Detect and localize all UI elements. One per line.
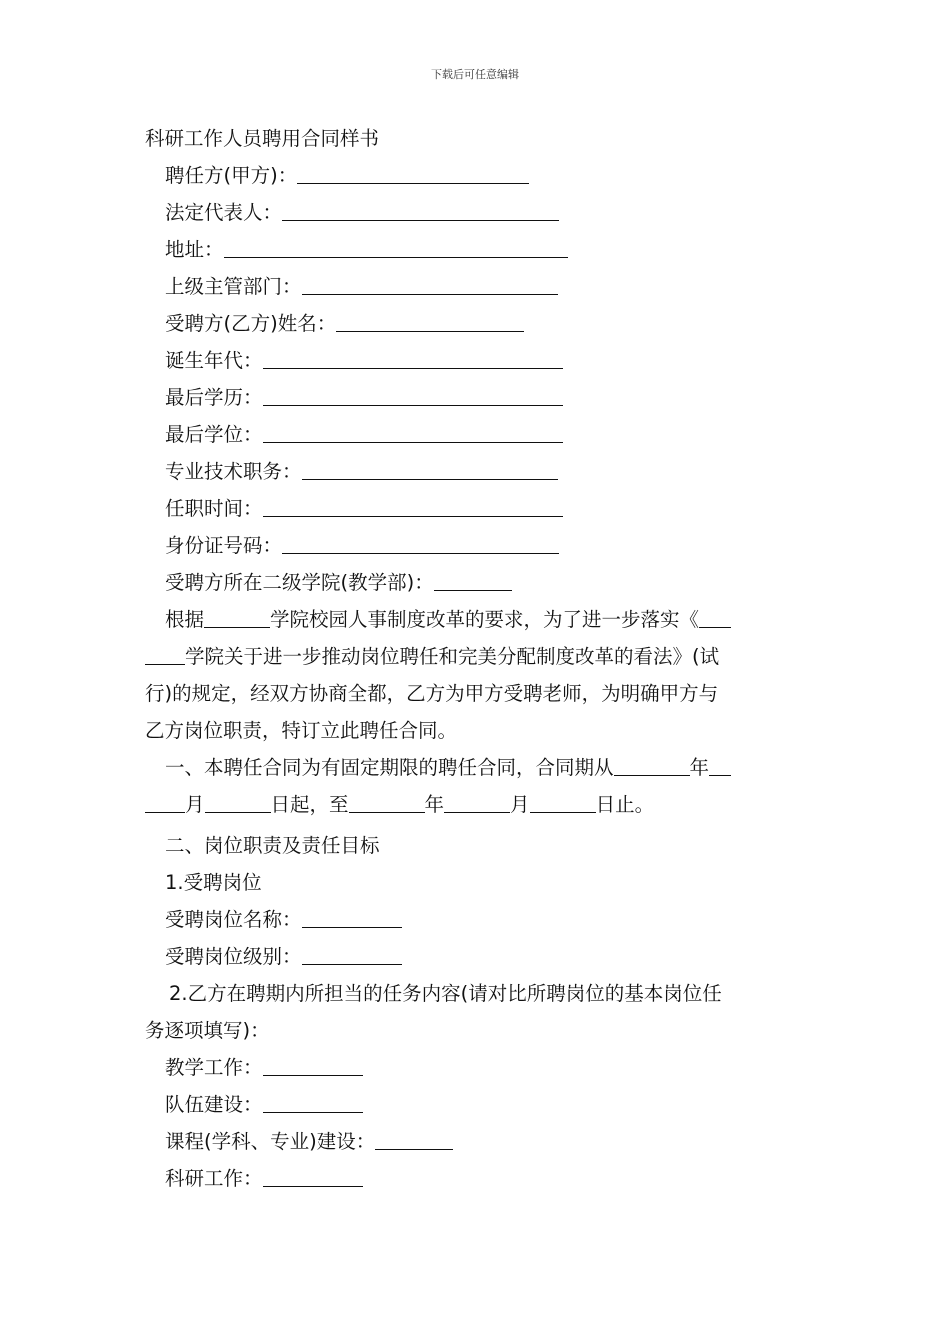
clause-2-item-2-line-2: 务逐项填写)： xyxy=(145,1019,270,1042)
fill-blank[interactable] xyxy=(444,790,510,813)
text-segment: 月 xyxy=(185,793,205,816)
clause-1-line-2 xyxy=(145,786,815,823)
field-label: 地址： xyxy=(165,238,224,261)
fill-blank[interactable] xyxy=(302,457,558,480)
text-segment: 一、本聘任合同为有固定期限的聘任合同，合同期从 xyxy=(165,756,614,779)
fill-blank[interactable] xyxy=(224,235,568,258)
fill-blank[interactable] xyxy=(263,1164,363,1187)
field-label: 上级主管部门： xyxy=(165,275,302,298)
fill-blank[interactable] xyxy=(614,753,690,776)
field-post-name xyxy=(145,901,815,938)
clause-2-item-1: 1.受聘岗位 xyxy=(165,871,262,894)
text-segment: 年 xyxy=(689,756,710,779)
field-label: 专业技术职务： xyxy=(165,460,302,483)
clause-2-heading: 二、岗位职责及责任目标 xyxy=(165,834,380,857)
clause-2-item-2-line-1: 2.乙方在聘期内所担当的任务内容(请对比所聘岗位的基本岗位任 xyxy=(169,982,722,1005)
field-birth-year xyxy=(145,342,815,379)
fill-blank[interactable] xyxy=(205,790,271,813)
fill-blank[interactable] xyxy=(434,568,512,591)
field-label: 受聘岗位级别： xyxy=(165,945,302,968)
field-label: 科研工作： xyxy=(165,1167,263,1190)
fill-blank[interactable] xyxy=(263,1053,363,1076)
fill-blank[interactable] xyxy=(263,383,563,406)
fill-blank[interactable] xyxy=(302,942,402,965)
fill-blank[interactable] xyxy=(282,198,559,221)
field-label: 队伍建设： xyxy=(165,1093,263,1116)
fill-blank[interactable] xyxy=(709,753,731,776)
text-segment: 学院关于进一步推动岗位聘任和完美分配制度改革的看法》(试 xyxy=(185,645,720,668)
text-segment: 根据 xyxy=(165,608,205,631)
field-college xyxy=(145,564,815,601)
field-employee-name xyxy=(145,305,815,342)
field-degree xyxy=(145,416,815,453)
field-address xyxy=(145,231,815,268)
field-team xyxy=(145,1086,815,1123)
preamble-line-3: 行)的规定，经双方协商全都，乙方为甲方受聘老师，为明确甲方与 xyxy=(145,682,719,705)
field-id-number xyxy=(145,527,815,564)
field-label: 身份证号码： xyxy=(165,534,283,557)
fill-blank[interactable] xyxy=(263,420,563,443)
fill-blank[interactable] xyxy=(204,605,270,628)
field-tenure xyxy=(145,490,815,527)
text-segment: 日止。 xyxy=(595,793,655,816)
field-teaching xyxy=(145,1049,815,1086)
field-research xyxy=(145,1160,815,1197)
fill-blank[interactable] xyxy=(530,790,596,813)
preamble-line-4: 乙方岗位职责，特订立此聘任合同。 xyxy=(145,719,458,742)
fill-blank[interactable] xyxy=(302,272,558,295)
preamble-line-2 xyxy=(145,638,815,675)
field-label: 受聘岗位名称： xyxy=(165,908,302,931)
field-label: 受聘方所在二级学院(教学部)： xyxy=(165,571,434,594)
page-header-note: 下载后可任意编辑 xyxy=(431,68,519,81)
field-label: 法定代表人： xyxy=(165,201,283,224)
field-label: 任职时间： xyxy=(165,497,263,520)
text-segment: 月 xyxy=(510,793,530,816)
preamble-line-1 xyxy=(145,601,815,638)
field-label: 诞生年代： xyxy=(165,349,263,372)
field-legal-rep xyxy=(145,194,815,231)
fill-blank[interactable] xyxy=(297,161,529,184)
text-segment: 学院校园人事制度改革的要求，为了进一步落实《 xyxy=(270,608,700,631)
field-label: 课程(学科、专业)建设： xyxy=(165,1130,376,1153)
fill-blank[interactable] xyxy=(263,346,563,369)
field-education xyxy=(145,379,815,416)
fill-blank[interactable] xyxy=(302,905,402,928)
fill-blank[interactable] xyxy=(375,1127,453,1150)
field-superior-dept xyxy=(145,268,815,305)
fill-blank[interactable] xyxy=(145,642,185,665)
field-label: 聘任方(甲方)： xyxy=(165,164,298,187)
document-title: 科研工作人员聘用合同样书 xyxy=(145,127,380,150)
fill-blank[interactable] xyxy=(263,494,563,517)
fill-blank[interactable] xyxy=(145,790,185,813)
text-segment: 日起，至 xyxy=(270,793,349,816)
contract-body xyxy=(145,120,815,1197)
fill-blank[interactable] xyxy=(282,531,559,554)
clause-1-line-1 xyxy=(145,749,815,786)
field-label: 受聘方(乙方)姓名： xyxy=(165,312,337,335)
fill-blank[interactable] xyxy=(349,790,425,813)
field-label: 最后学历： xyxy=(165,386,263,409)
field-title xyxy=(145,453,815,490)
fill-blank[interactable] xyxy=(699,605,731,628)
field-label: 教学工作： xyxy=(165,1056,263,1079)
fill-blank[interactable] xyxy=(336,309,524,332)
field-label: 最后学位： xyxy=(165,423,263,446)
text-segment: 年 xyxy=(424,793,445,816)
field-employer xyxy=(145,157,815,194)
fill-blank[interactable] xyxy=(263,1090,363,1113)
field-post-level xyxy=(145,938,815,975)
field-course xyxy=(145,1123,815,1160)
